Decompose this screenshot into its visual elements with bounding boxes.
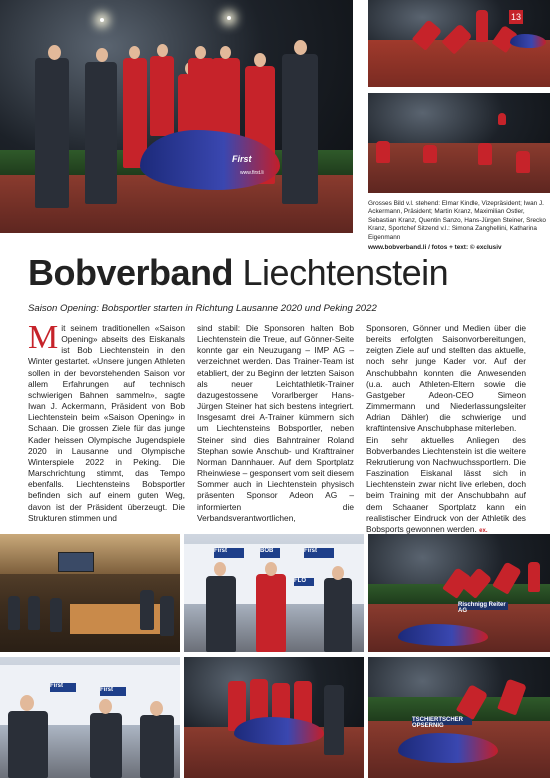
wall-ad: TSCHIERTSCHER OPSERNIG [412, 717, 472, 725]
banner-bob: BOB [260, 548, 280, 558]
banner-flo: FLO [294, 578, 314, 586]
article-title [28, 252, 448, 294]
caption-text: Grosses Bild v.l. stehend: Elmar Kindle, Vizepräsident; Iwan J. Ackermann, Präsident; Martin Kranz, Maximilian Ostler, Sebastian Kranz, Quentin Sanzo, Hans-Jürgen Steiner, Srecko Kranz, Sportchef Sitzend v.l.: Simona Zanghellini, Katharina Eigenmann [368, 200, 546, 241]
drop-cap: M [28, 319, 59, 356]
column-3-text-b: Ein sehr aktuelles Anliegen des Bobverbandes Liechtenstein ist die weitere Rekrutierung von Nachwuchssportlern. Die Faszination Eiskanal lässt sich in Liechtenstein zwar nicht live erleben, doch beim Training mit der Anschubbahn auf dem Schaaner Sportplatz kann ein realistischer Eindruck von der Athletik des Bobsports gewonnen werden. [366, 434, 526, 534]
column-1-text: it seinem traditionellen «Saison Opening» abseits des Eiskanals ist Bob Liechtenstein in den Winter gestartet. «Unsere jungen Athleten sollen in der bevorstehenden Saison vor allem Erfahrungen auf technisch schwierigen Bahnen sammeln», sagte Iwan J. Ackermann, Präsident von Bob Liechtenstein beim «Saison Opening» in Schaan. Die grossen Ziele für das junge Kader heissen Olympische Jugendspiele 2020 in Lausanne und Olympische Winterspiele 2022 in Peking. Die Marschrichtung stimmt, das Tempo ebenfalls. Liechtensteins Bobsportler befinden sich auf einem guten Weg, davon ist der Präsident überzeugt. Die Strukturen stimmen und [28, 323, 185, 523]
photo-athlete-pushing [368, 657, 550, 778]
main-group-photo [0, 0, 353, 233]
banner-first-3: First [50, 683, 76, 692]
banner-first-2: First [304, 548, 334, 558]
photo-caption [368, 200, 546, 252]
article-subtitle: Saison Opening: Bobsportler starten in Richtung Lausanne 2020 und Peking 2022 [28, 303, 377, 314]
photo-clubhouse-audience [0, 534, 180, 652]
photo-warmup [368, 93, 550, 193]
article-column-1 [28, 319, 185, 524]
photo-pushing-bob-2 [368, 534, 550, 652]
caption-credit: www.bobverband.li / fotos + text: © exclusiv [368, 244, 502, 252]
banner-first-4: First [100, 687, 126, 696]
author-signature: ex. [479, 527, 488, 534]
wall-ad-2: Rischnigg Reiter AG [458, 602, 508, 610]
photo-pushing-bob-1 [368, 0, 550, 87]
article-column-3 [366, 323, 526, 537]
sled-brand: First [232, 154, 252, 164]
article-column-2: sind stabil: Die Sponsoren halten Bob Liechtenstein die Treue, auf Gönner-Seite konnte gar ein Neuzugang – IMP AG – verzeichnet werden. Das Trainer-Team ist etabliert, der zu Beginn der letzten Saison als neuer Leichtathletik-Trainer dazugestossene Vorarlberger Hans-Jürgen Steiner hat sich bestens integriert. Insgesamt drei A-Trainer kümmern sich um Liechtensteins Bobsportler, neben Steiner sind dies Bahntrainer Roland Stephan sowie Anschub- und Krafttrainer Norman Dannhauer. Auf dem Sportplatz Rheinwiese – gesponsert vom seit diesem Sommer auch in Liechtenstein physisch präsenten Sponsor Adeon AG – informierten die Verbandsverantwortlichen, [197, 323, 354, 523]
title-bold: Bobverband [28, 252, 234, 293]
page-number: 13 [510, 12, 521, 22]
photo-speakers-banners [184, 534, 364, 652]
column-3-text-a: Sponsoren, Gönner und Medien über die bereits erfolgten Saisonvorbereitungen, zeigten Ziele auf und stellten das aktuelle, noch sehr junge Kader vor. Auf der Anschubbahn konnten die Anwesenden (u.a. auch Athleten-Eltern sowie die Gastgeber Adeon-CEO Simeon Zimmermann und Niederlassungsleiter Adrian Dähler) die schwierige und kraftintensive Anschubphase miterleben. [366, 323, 526, 434]
photo-team-with-sled [184, 657, 364, 778]
banner-first-1: First [214, 548, 244, 558]
title-light: Liechtenstein [233, 252, 449, 293]
photo-three-officials [0, 657, 180, 778]
sled-url: www.first.li [240, 170, 264, 176]
